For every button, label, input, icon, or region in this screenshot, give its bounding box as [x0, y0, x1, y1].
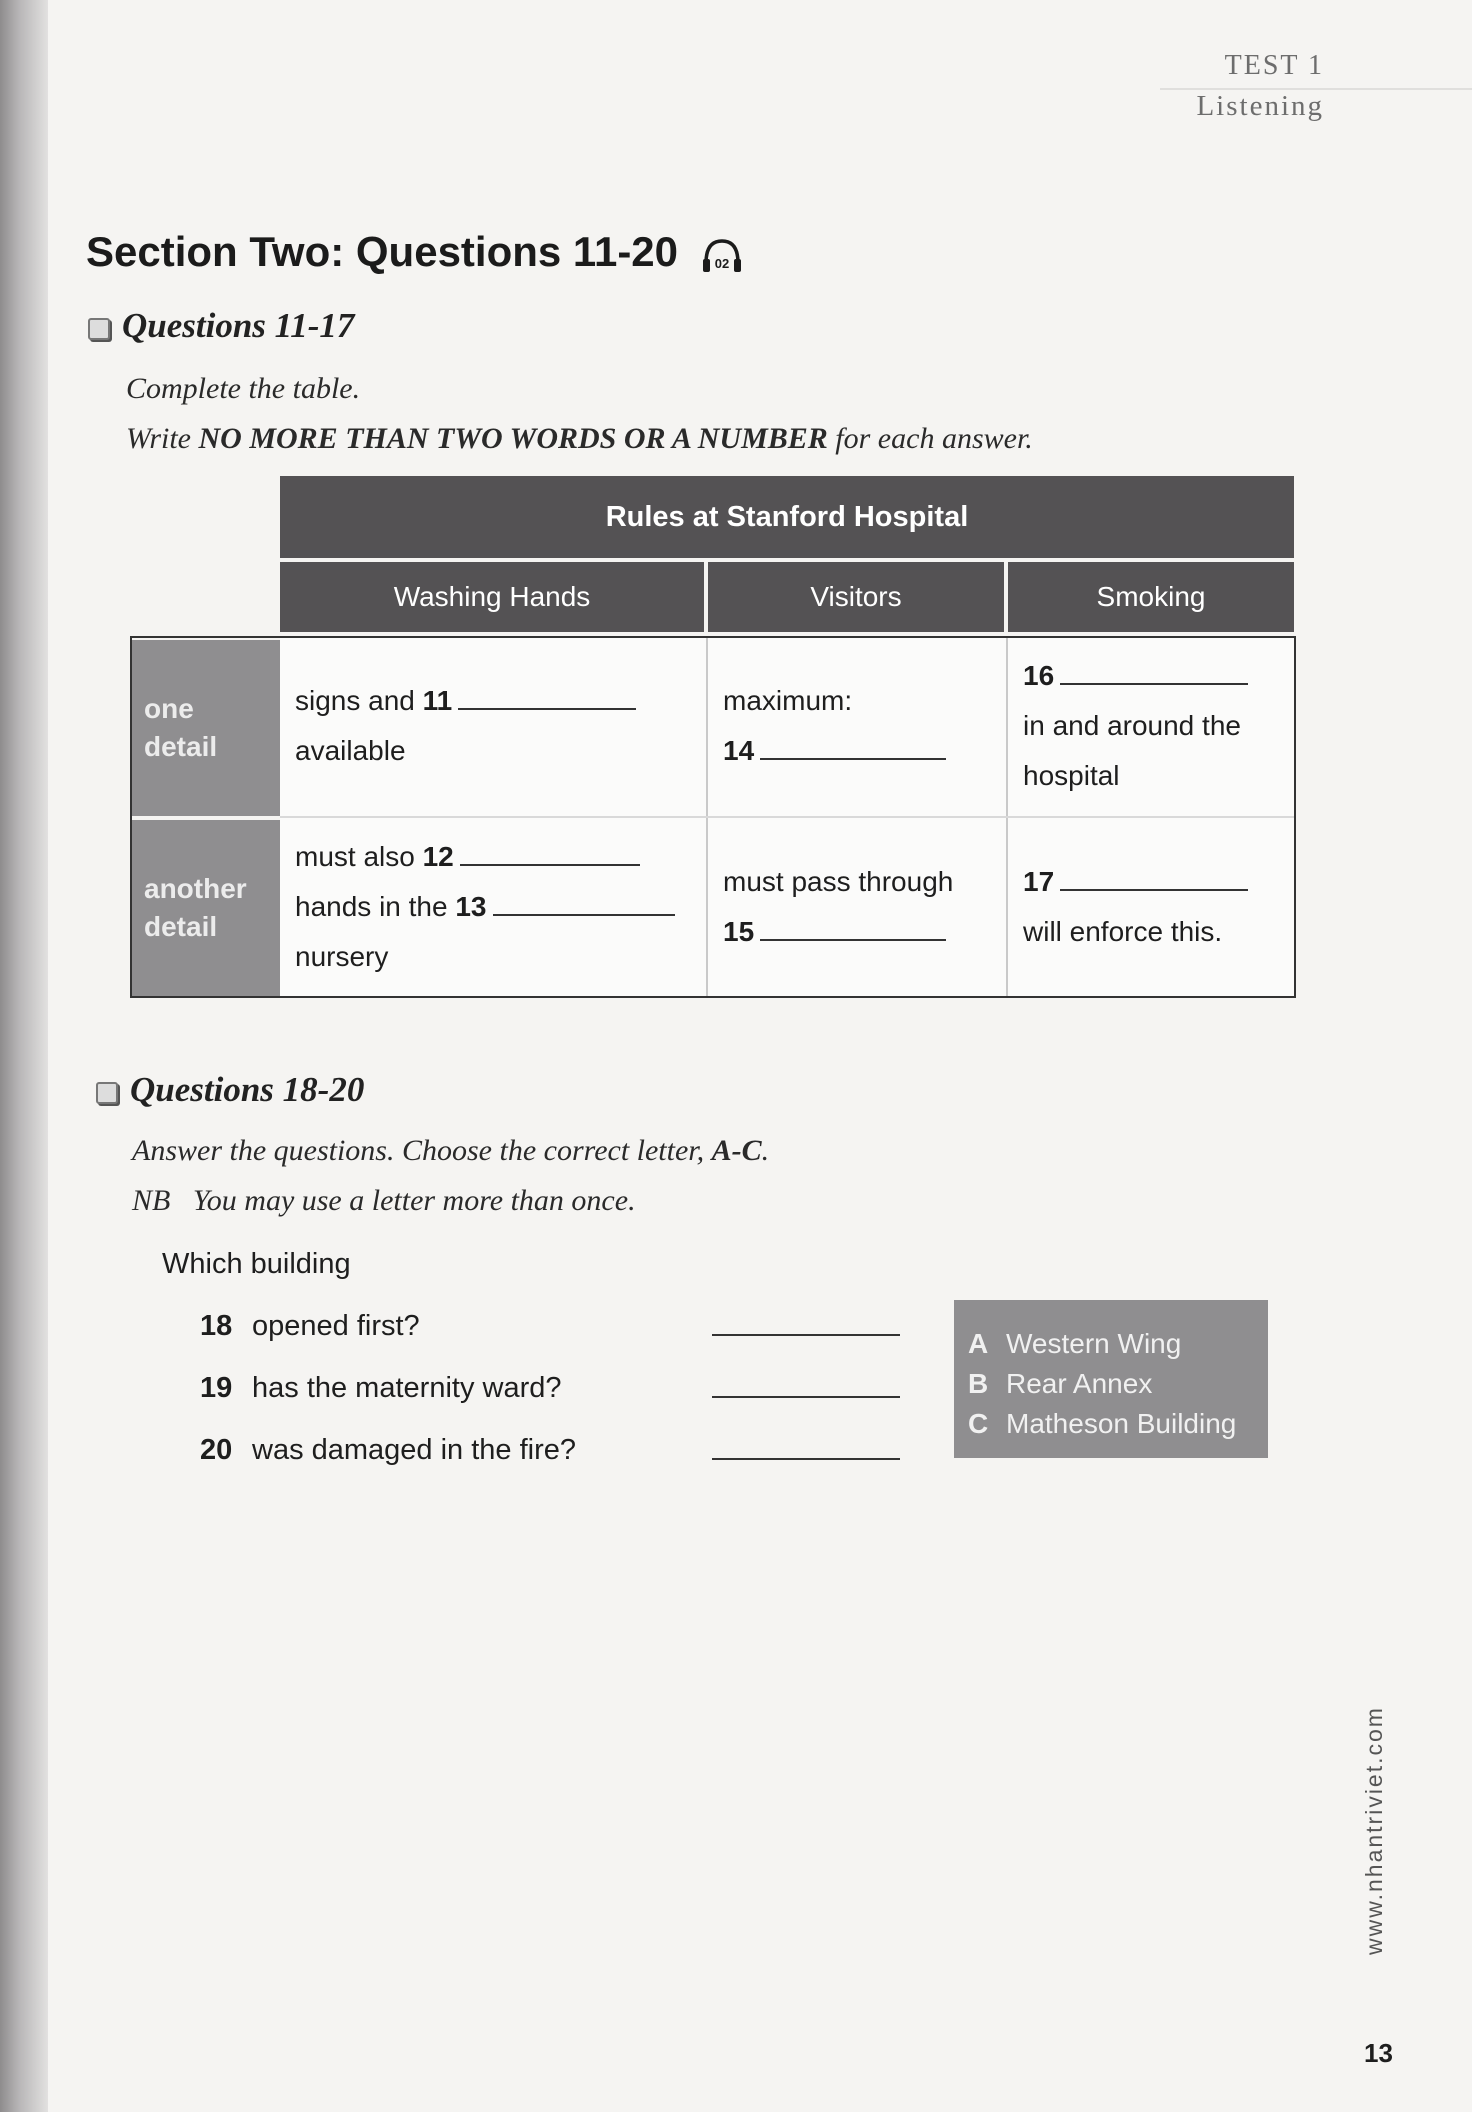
option-b: [968, 1364, 1268, 1404]
instruction-word-limit: [126, 422, 1033, 456]
heading-text: Questions 18-20: [130, 1070, 365, 1109]
column-header-washing-hands: Washing Hands: [280, 562, 704, 632]
book-spine-shadow: [0, 0, 48, 2112]
question-number-12: 12: [422, 841, 454, 872]
cell-washing-hands-1: [280, 636, 706, 816]
cell-text: available: [295, 735, 406, 766]
question-number-13: 13: [455, 891, 487, 922]
nb-label: NB: [132, 1184, 171, 1217]
option-c: [968, 1404, 1268, 1444]
question-number: 20: [200, 1434, 233, 1466]
option-text: Western Wing: [1006, 1328, 1182, 1359]
question-text: was damaged in the fire?: [252, 1434, 577, 1466]
option-text: Matheson Building: [1006, 1408, 1237, 1439]
cell-text: must pass through: [723, 866, 954, 897]
row-label-line: one: [144, 693, 194, 724]
instr-post: for each answer.: [827, 422, 1033, 455]
questions-18-20-heading: [96, 1070, 364, 1110]
row-label-another-detail: [130, 820, 280, 996]
question-text: has the maternity ward?: [252, 1372, 562, 1404]
question-stem: Which building: [162, 1248, 351, 1280]
question-text: opened first?: [252, 1310, 420, 1342]
option-letter: A: [968, 1328, 989, 1359]
cell-text: must also: [295, 841, 415, 872]
question-number: 18: [200, 1310, 233, 1342]
answer-blank-17[interactable]: [1060, 889, 1248, 891]
answer-options-box: [954, 1300, 1268, 1458]
answer-blank-16[interactable]: [1060, 683, 1248, 685]
cell-text: hands in the: [295, 891, 448, 922]
row-label-line: detail: [144, 911, 218, 942]
option-text: Rear Annex: [1006, 1368, 1153, 1399]
answer-blank-19[interactable]: [712, 1396, 900, 1398]
instruction-nb: [132, 1184, 636, 1218]
question-20: [200, 1434, 576, 1467]
cell-smoking-1: [1008, 636, 1294, 816]
cell-visitors-1: [708, 636, 1006, 816]
cell-text: signs and: [295, 685, 415, 716]
rules-table: [130, 476, 1296, 996]
question-19: [200, 1372, 561, 1405]
headphones-icon: [700, 235, 744, 275]
option-letter: C: [968, 1408, 989, 1439]
cell-text: maximum:: [723, 685, 853, 716]
question-number-15: 15: [723, 916, 755, 947]
instr-pre: Answer the questions. Choose the correct letter,: [132, 1134, 712, 1167]
cell-text: in and around the: [1023, 710, 1241, 741]
checkbox-bullet-icon: [88, 318, 110, 340]
heading-text: Questions 11-17: [122, 306, 355, 345]
answer-blank-18[interactable]: [712, 1334, 900, 1336]
question-number-17: 17: [1023, 866, 1055, 897]
question-number: 19: [200, 1372, 233, 1404]
header-test-label: TEST 1: [1224, 50, 1324, 81]
cell-text: hospital: [1023, 760, 1120, 791]
questions-11-17-heading: [88, 306, 354, 346]
answer-blank-14[interactable]: [760, 758, 946, 760]
row-divider: [280, 816, 1294, 818]
instruction-complete-table: Complete the table.: [126, 372, 361, 405]
checkbox-bullet-icon: [96, 1082, 118, 1104]
question-number-11: 11: [422, 685, 453, 716]
section-title-text: Section Two: Questions 11-20: [86, 228, 679, 275]
option-letter: B: [968, 1368, 989, 1399]
instr-pre: Write: [126, 422, 199, 455]
row-label-line: another: [144, 873, 247, 904]
column-header-smoking: Smoking: [1008, 562, 1294, 632]
answer-blank-20[interactable]: [712, 1458, 900, 1460]
table-title: Rules at Stanford Hospital: [280, 476, 1294, 558]
answer-blank-13[interactable]: [493, 914, 675, 916]
header-subtitle: Listening: [1196, 90, 1324, 122]
column-header-visitors: Visitors: [708, 562, 1004, 632]
cell-washing-hands-2: [280, 818, 706, 996]
publisher-url: [1354, 1690, 1394, 1970]
nb-text: You may use a letter more than once.: [192, 1184, 636, 1217]
question-number-14: 14: [723, 735, 755, 766]
audio-track-number: 02: [714, 255, 729, 271]
option-a: [968, 1324, 1268, 1364]
instr-bold: A-C: [711, 1134, 762, 1167]
instr-bold: NO MORE THAN TWO WORDS OR A NUMBER: [198, 422, 828, 455]
cell-text: will enforce this.: [1023, 916, 1223, 947]
instruction-choose-letter: [132, 1134, 769, 1168]
row-label-one-detail: [130, 640, 280, 816]
cell-visitors-2: [708, 818, 1006, 996]
publisher-url-text: www.nhantriviet.com: [1360, 1705, 1387, 1955]
answer-blank-12[interactable]: [460, 864, 640, 866]
instr-post: .: [761, 1134, 770, 1167]
page-number: 13: [1364, 2038, 1393, 2068]
answer-blank-11[interactable]: [458, 708, 636, 710]
row-label-line: detail: [144, 731, 218, 762]
answer-blank-15[interactable]: [760, 939, 946, 941]
cell-text: nursery: [295, 941, 389, 972]
question-number-16: 16: [1023, 660, 1055, 691]
running-header: [1196, 50, 1324, 123]
section-title: [86, 228, 744, 276]
question-18: [200, 1310, 420, 1343]
cell-smoking-2: [1008, 818, 1294, 996]
